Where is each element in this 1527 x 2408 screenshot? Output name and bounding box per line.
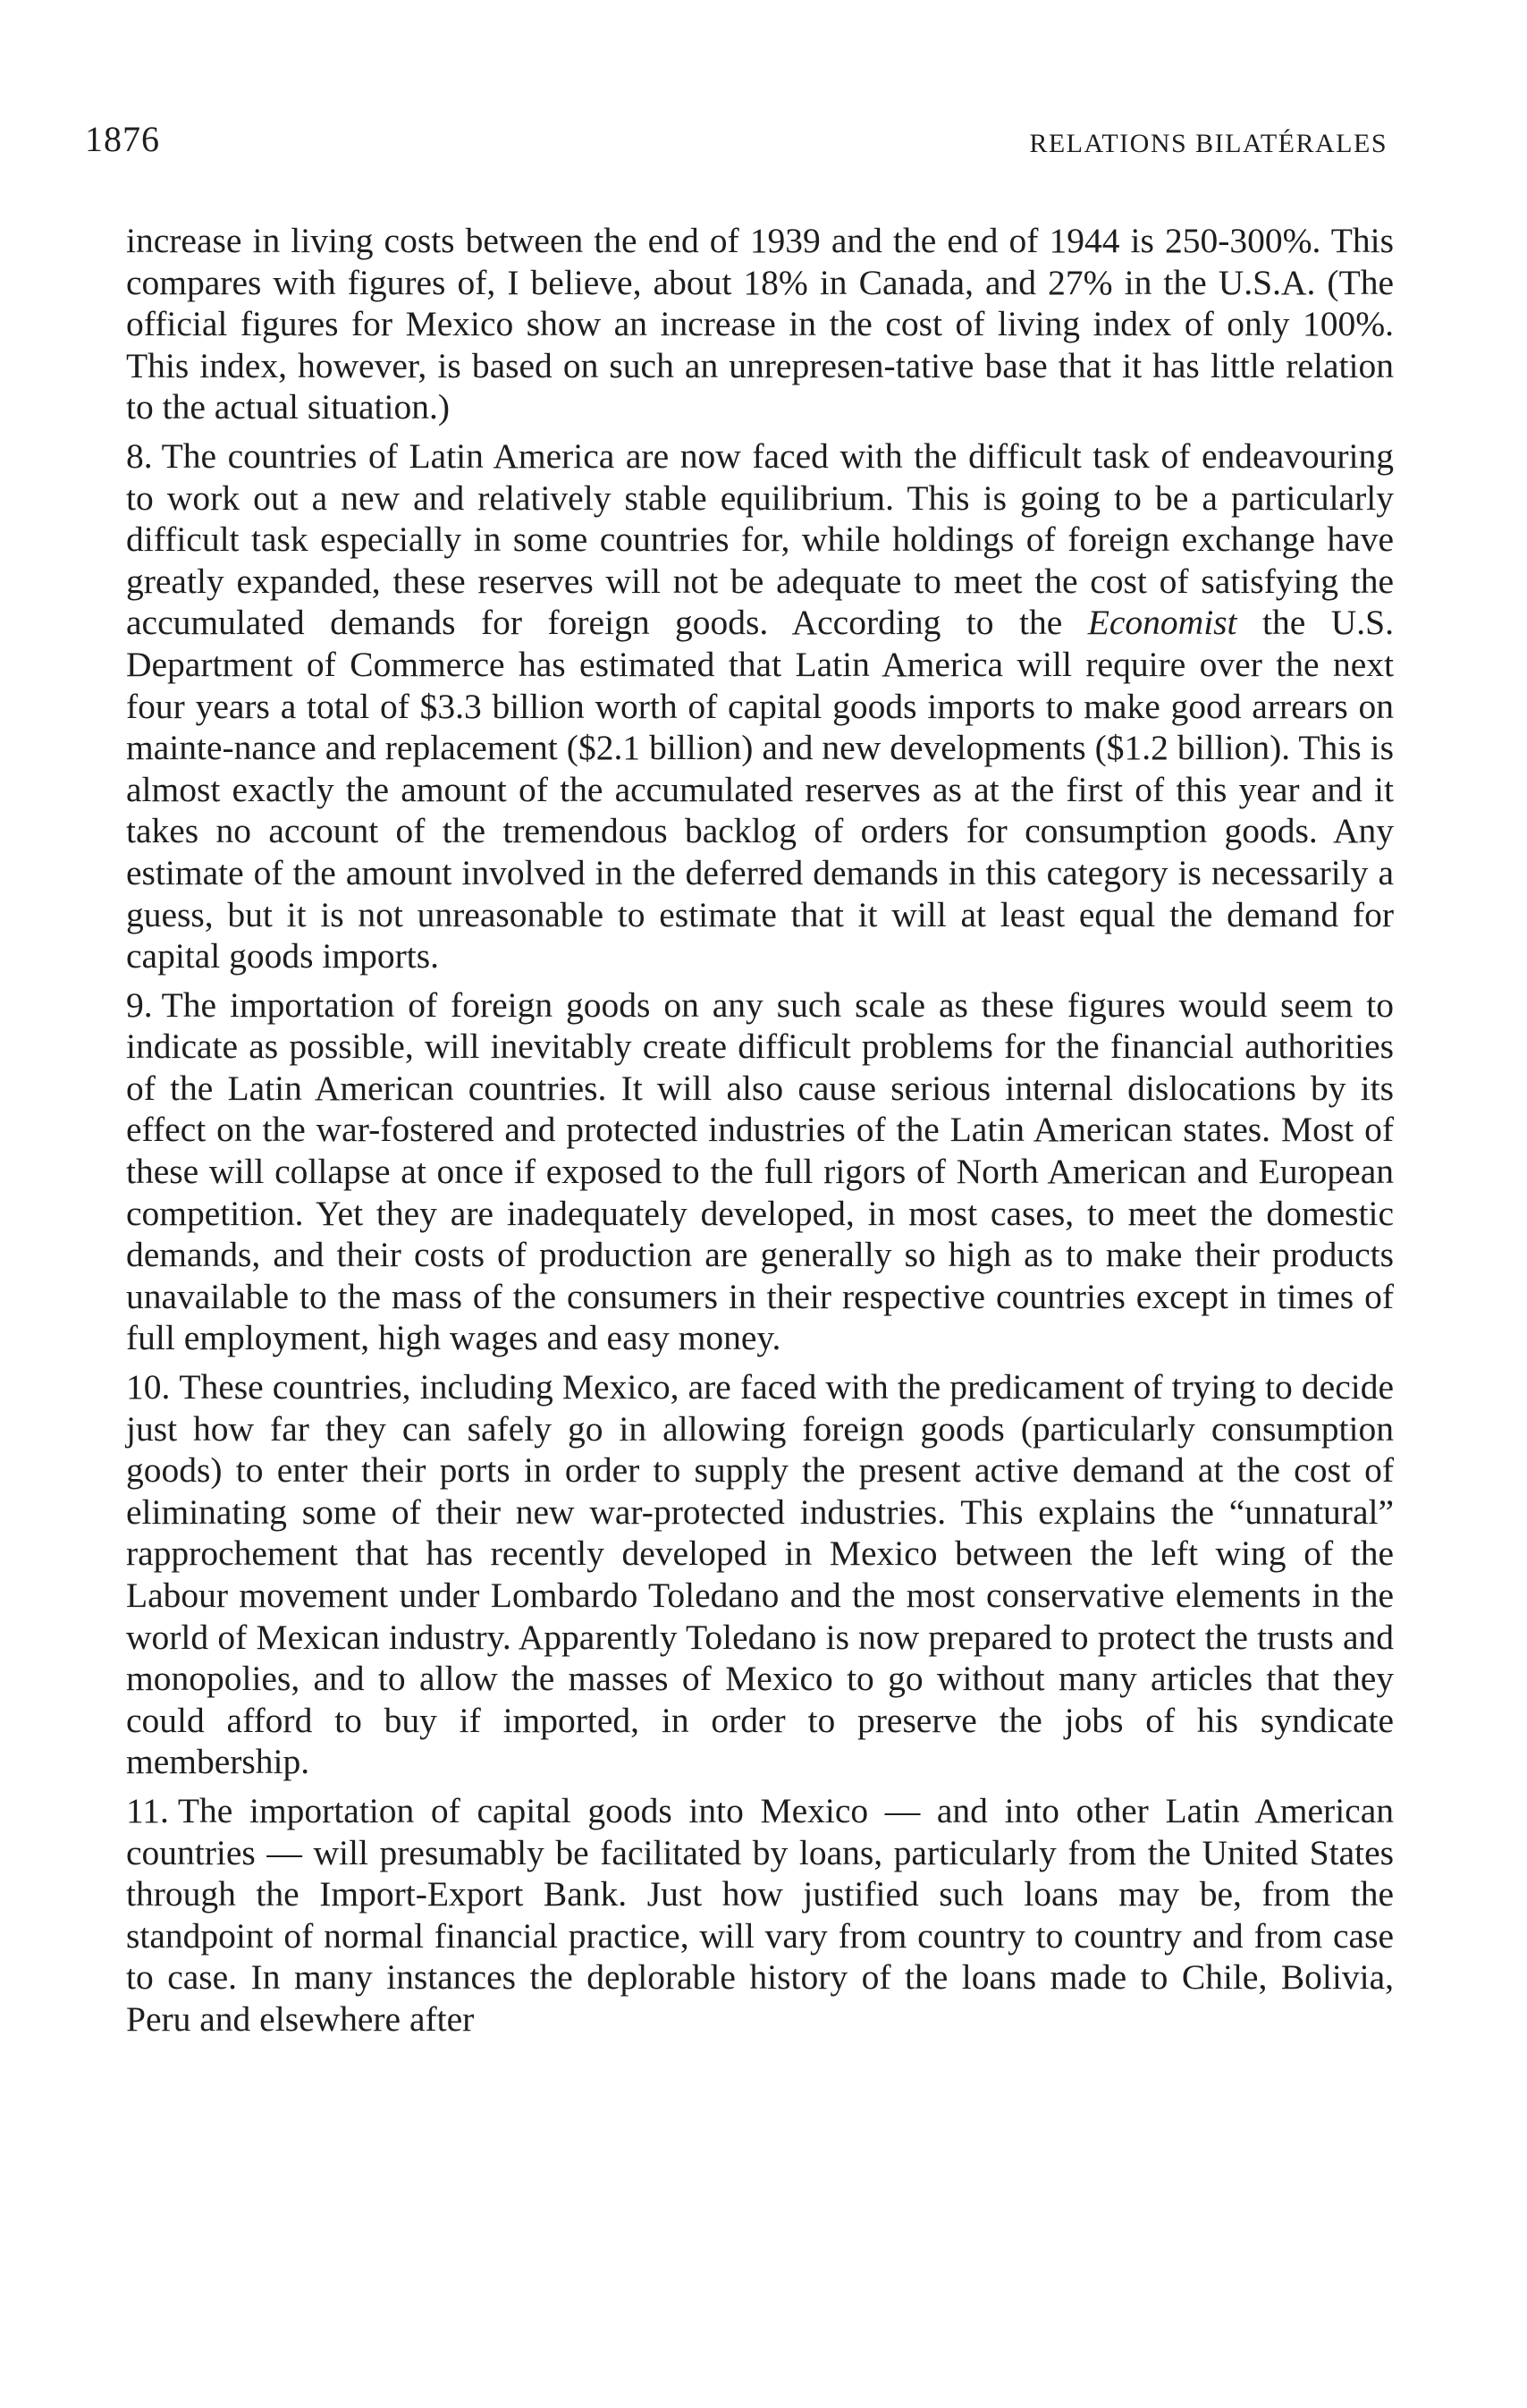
paragraph-text: The importation of foreign goods on any such scale as these figures would seem to indicate as possible, will inevitably create difficult problems for the financial authorities of the Latin American countries. It will also cause serious internal dislocations by its effect on the war-fostered and protected industries of the Latin American states. Most of these will collapse at once if exposed to the full rigors of North American and European competition. Yet they are inadequately developed, in most cases, to meet the domestic demands, and their costs of production are generally so high as to make their products unavailable to the mass of the consumers in their respective countries except in times of full employment, high wages and easy money. [126, 984, 1394, 1358]
page-number: 1876 [85, 119, 160, 159]
paragraph-8 [126, 435, 1394, 977]
paragraph-continued: increase in living costs between the end of 1939 and the end of 1944 is 250-300%. This compares with figures of, I believe, about 18% in Canada, and 27% in the U.S.A. (The official figures for Mexico show an increase in the cost of living index of only 100%. This index, however, is based on such an unrepresen-tative base that it has little relation to the actual situation.) [126, 221, 1394, 427]
paragraph-text: The countries of Latin America are now faced with the difficult task of endeavouring to work out a new and relatively stable equilibrium. This is going to be a particularly difficult task especially in some countries for, while holdings of foreign exchange have greatly expanded, these reserves will not be adequate to meet the cost of satisfying the accumulated demands for foreign goods. According to the [126, 435, 1394, 643]
paragraph-9 [126, 984, 1394, 1359]
paragraph-number: 11. [126, 1790, 169, 1830]
paragraph-text: These countries, including Mexico, are faced with the predicament of trying to decide just how far they can safely go in allowing foreign goods (particularly consumption goods) to enter their ports in order to supply the present active demand at the cost of eliminating some of their new war-protected industries. This explains the “unnatural” rapprochement that has recently developed in Mexico between the left wing of the Labour movement under Lombardo Toledano and the most conservative elements in the world of Mexican industry. Apparently Toledano is now prepared to protect the trusts and monopolies, and to allow the masses of Mexico to go without many articles that they could afford to buy if imported, in order to preserve the jobs of his syndicate membership. [126, 1367, 1394, 1782]
running-head: RELATIONS BILATÉRALES [1029, 129, 1388, 158]
paragraph-10 [126, 1366, 1394, 1783]
paragraph-text: the U.S. Department of Commerce has estimated that Latin America will require over the next four years a total of $3.3 billion worth of capital goods imports to make good arrears on mainte-nance and replacement ($2.1 billion) and new developments ($1.2 billion). This is almost exactly the amount of the accumulated reserves as at the first of this year and it takes no account of the tremendous backlog of orders for consumption goods. Any estimate of the amount involved in the deferred demands in this category is necessarily a guess, but it is not unreasonable to estimate that it will at least equal the demand for capital goods imports. [126, 603, 1394, 976]
paragraph-number: 8. [126, 435, 153, 476]
paragraph-number: 10. [126, 1367, 171, 1407]
page-header [85, 114, 1388, 168]
paragraph-11 [126, 1790, 1394, 2040]
body-text [126, 220, 1394, 2040]
publication-title: Economist [1087, 603, 1237, 643]
paragraph-number: 9. [126, 984, 153, 1025]
paragraph-text: The importation of capital goods into Mexico — and into other Latin American countries — will presumably be facilitated by loans, particularly from the United States through the Import-Export Bank. Just how justified such loans may be, from the standpoint of normal financial practice, will vary from country to country and from case to case. In many instances the deplorable history of the loans made to Chile, Bolivia, Peru and elsewhere after [126, 1790, 1394, 2039]
